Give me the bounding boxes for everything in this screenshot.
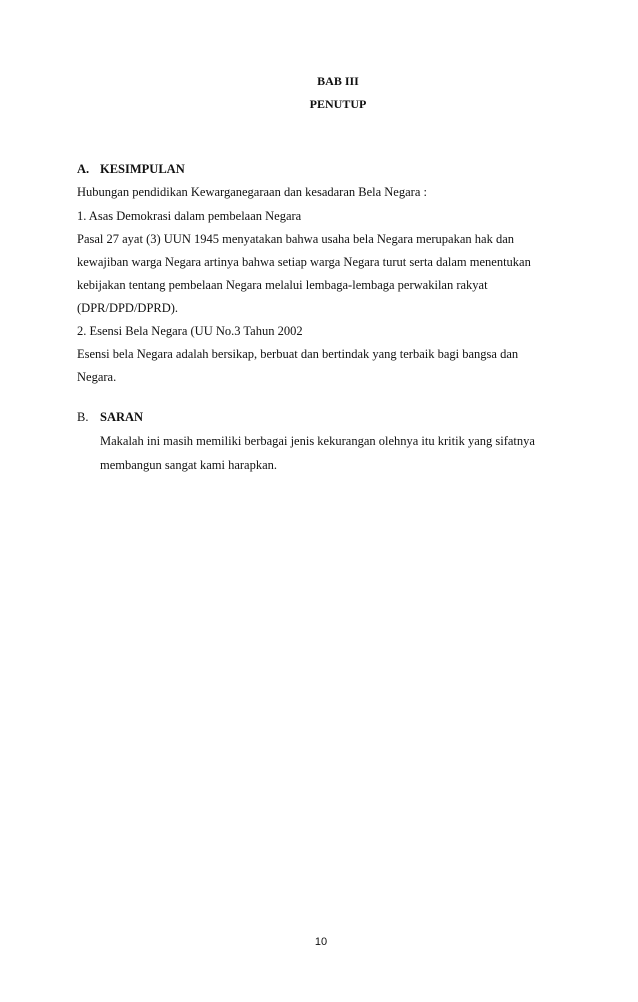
section-a-line: Esensi bela Negara adalah bersikap, berbuat dan bertindak yang terbaik bagi bangsa dan (77, 347, 519, 361)
section-b-heading (77, 410, 143, 425)
section-a-line: kewajiban warga Negara artinya bahwa setiap warga Negara turut serta dalam menentukan (77, 255, 531, 269)
section-b-title: SARAN (100, 410, 144, 424)
section-a-line: 1. Asas Demokrasi dalam pembelaan Negara (77, 209, 302, 223)
section-a-title: KESIMPULAN (100, 162, 185, 176)
chapter-label: BAB III (317, 74, 359, 88)
section-a-line: kebijakan tentang pembelaan Negara melalui lembaga-lembaga perwakilan rakyat (77, 278, 488, 292)
chapter-title: PENUTUP (309, 97, 367, 111)
section-a-heading (77, 162, 185, 177)
section-a-line: 2. Esensi Bela Negara (UU No.3 Tahun 2002 (77, 324, 303, 338)
section-b-line: Makalah ini masih memiliki berbagai jenis kekurangan olehnya itu kritik yang sifatnya (100, 434, 535, 448)
section-a-line: (DPR/DPD/DPRD). (77, 301, 179, 315)
section-a-line: Pasal 27 ayat (3) UUN 1945 menyatakan bahwa usaha bela Negara merupakan hak dan (77, 232, 514, 246)
section-a-line: Hubungan pendidikan Kewarganegaraan dan kesadaran Bela Negara : (77, 185, 427, 199)
section-a-number: A. (77, 162, 90, 176)
section-b-line: membangun sangat kami harapkan. (100, 458, 278, 472)
section-b-number: B. (77, 410, 89, 424)
section-a-line: Negara. (77, 370, 117, 384)
page-number: 10 (314, 936, 328, 948)
